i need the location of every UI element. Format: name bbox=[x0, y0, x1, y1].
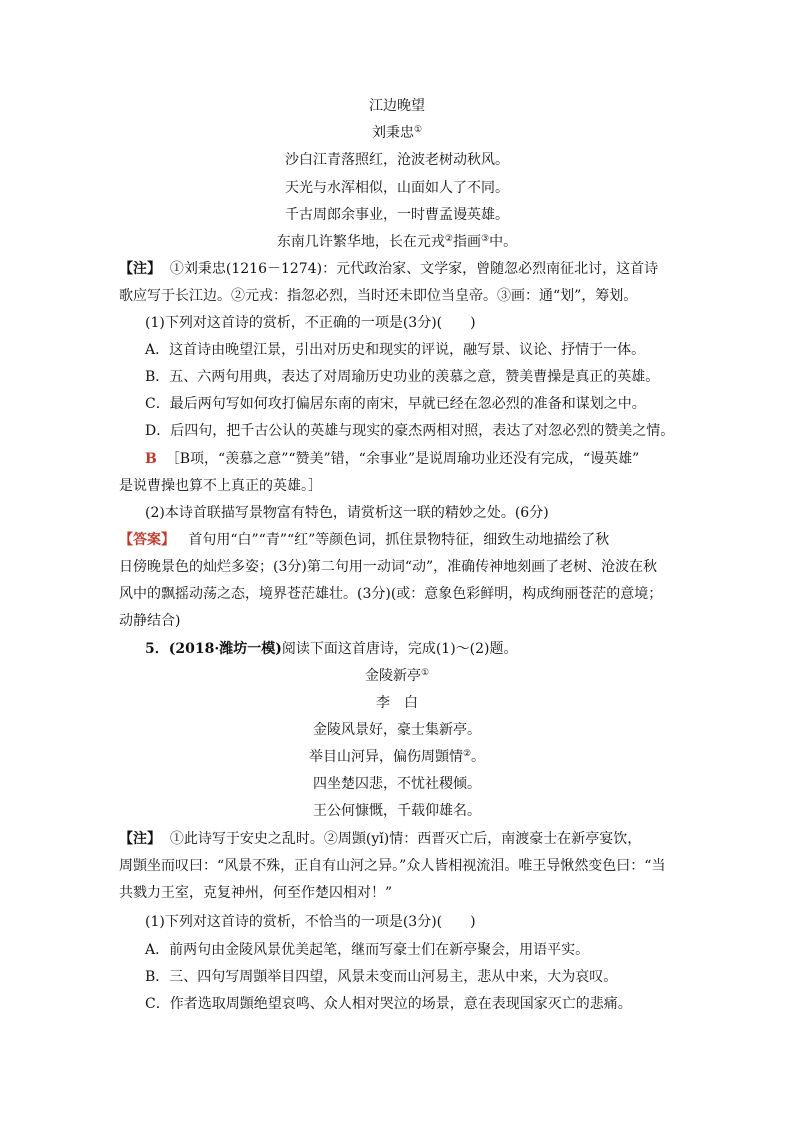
poem1-line-4 bbox=[0, 233, 794, 251]
question-5-1-option-c: C．作者选取周顗绝望哀鸣、众人相对哭泣的场景，意在表现国家灭亡的悲痛。 bbox=[145, 996, 632, 1012]
question-source: (2018·潍坊一模) bbox=[168, 641, 282, 657]
footnote-mark: ① bbox=[413, 125, 423, 135]
note1-line-1 bbox=[119, 260, 658, 278]
question-5-1-stem: (1)下列对这首诗的赏析，不恰当的一项是(3分)( ) bbox=[145, 914, 476, 930]
poem1-author: 刘秉忠 bbox=[371, 125, 414, 141]
question-1-option-b: B．五、六两句用典，表达了对周瑜历史功业的羡慕之意，赞美曹操是真正的英雄。 bbox=[145, 369, 660, 385]
poem1-line-2: 天光与水浑相似，山面如人了不同。 bbox=[285, 180, 509, 196]
poem2-line-2-part-b: 。 bbox=[471, 749, 486, 765]
question-1-option-c: C．最后两句写如何攻打偏居东南的南宋，早就已经在忽必烈的准备和谋划之中。 bbox=[145, 396, 646, 412]
poem2-line-4: 王公何慷慨，千载仰雄名。 bbox=[313, 803, 481, 819]
answer-letter: B bbox=[145, 451, 157, 467]
question-2-answer-line-2: 日傍晚景色的灿烂多姿；(3分)第二句用一动词“动”，准确传神地刻画了老树、沧波在秋 bbox=[119, 559, 658, 575]
note2-line-2: 周顗坐而叹曰：“风景不殊，正自有山河之异。”众人皆相视流泪。唯王导愀然变色曰：“当 bbox=[119, 858, 666, 874]
question-1-stem: (1)下列对这首诗的赏析，不正确的一项是(3分)( ) bbox=[145, 315, 476, 331]
note2-line-1 bbox=[119, 830, 641, 848]
question-1-explanation-1: ［B项，“羡慕之意”“赞美”错，“余事业”是说周瑜功业还没有完成，“谩英雄” bbox=[165, 451, 640, 467]
question-5-1-option-a: A．前两句由金陵风景优美起笔，继而写豪士们在新亭聚会，用语平实。 bbox=[145, 942, 590, 958]
note-label: 【注】 bbox=[119, 831, 161, 847]
question-number: 5． bbox=[145, 641, 169, 657]
footnote-mark: ③ bbox=[481, 234, 490, 244]
poem2-title: 金陵新亭 bbox=[364, 668, 421, 684]
poem1-line-4-part-b: 指画 bbox=[453, 234, 481, 250]
question-2-answer-text-1: 首句用“白”“青”“红”等颜色词，抓住景物特征，细致生动地描绘了秋 bbox=[188, 532, 610, 548]
poem1-title: 江边晚望 bbox=[369, 98, 425, 114]
poem2-title-line bbox=[0, 667, 794, 685]
note2-text-1: ①此诗写于安史之乱时。②周顗(yǐ)情：西晋灭亡后，南渡豪士在新亭宴饮， bbox=[169, 831, 642, 847]
footnote-mark: ② bbox=[444, 234, 453, 244]
poem1-line-1: 沙白江青落照红，沧波老树动秋风。 bbox=[285, 152, 509, 168]
footnote-mark: ② bbox=[462, 749, 472, 759]
question-1-option-d: D．后四句，把千古公认的英雄与现实的豪杰两相对照，表达了对忽必烈的赞美之情。 bbox=[145, 423, 675, 439]
question-1-explanation-2: 是说曹操也算不上真正的英雄。］ bbox=[119, 478, 322, 494]
footnote-mark: ① bbox=[420, 668, 430, 678]
question-2-stem: (2)本诗首联描写景物富有特色，请赏析这一联的精妙之处。(6分) bbox=[145, 505, 549, 521]
poem1-line-3: 千古周郎余事业，一时曹孟谩英雄。 bbox=[285, 207, 509, 223]
question-2-answer-line-3: 风中的飘摇动荡之态，境界苍茫雄壮。(3分)(或：意象色彩鲜明，构成绚丽苍茫的意境； bbox=[119, 586, 663, 602]
poem2-line-2-part-a: 举目山河异，偏伤周顗情 bbox=[308, 749, 463, 765]
poem2-line-2 bbox=[0, 748, 794, 766]
poem2-author: 李 白 bbox=[376, 695, 418, 711]
question-1-option-a: A．这首诗由晚望江景，引出对历史和现实的评说，融写景、议论、抒情于一体。 bbox=[145, 342, 646, 358]
poem2-line-1: 金陵风景好，豪士集新亭。 bbox=[313, 722, 481, 738]
note-label: 【注】 bbox=[119, 261, 161, 277]
question-5-stem: 阅读下面这首唐诗，完成(1)～(2)题。 bbox=[281, 641, 518, 657]
note1-line-2: 歌应写于长江边。②元戎：指忽必烈，当时还未即位当皇帝。③画：通“划”，筹划。 bbox=[119, 288, 638, 304]
poem1-line-4-part-c: 中。 bbox=[489, 234, 518, 250]
question-1-answer-line-1 bbox=[145, 450, 639, 468]
question-5-header bbox=[145, 640, 518, 658]
poem1-author-line bbox=[0, 124, 794, 142]
question-2-answer-line-4: 动静结合) bbox=[119, 613, 181, 629]
answer-label: 【答案】 bbox=[119, 532, 175, 548]
poem2-line-3: 四坐楚囚悲，不忧社稷倾。 bbox=[313, 776, 481, 792]
question-2-answer-line-1 bbox=[119, 531, 609, 549]
question-5-1-option-b: B．三、四句写周顗举目四望，风景未变而山河易主，悲从中来，大为哀叹。 bbox=[145, 969, 618, 985]
note2-line-3: 共戮力王室，克复神州，何至作楚囚相对！” bbox=[119, 885, 393, 901]
note1-text-1: ①刘秉忠(1216－1274)：元代政治家、文学家，曾随忽必烈南征北讨，这首诗 bbox=[169, 261, 659, 277]
poem1-line-4-part-a: 东南几许繁华地，长在元戎 bbox=[276, 234, 445, 250]
